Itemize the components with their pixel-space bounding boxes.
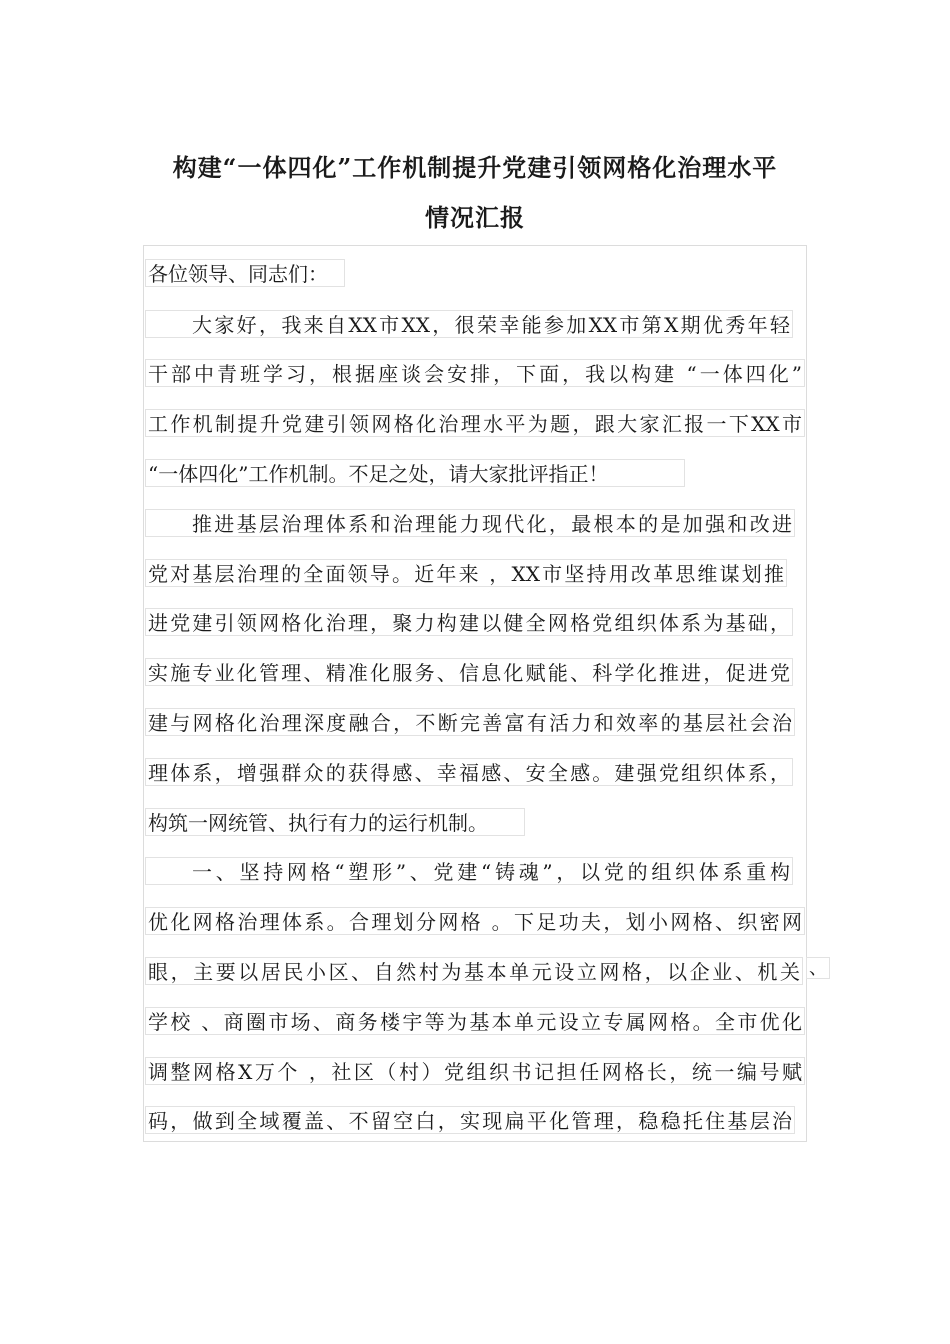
text-line: “一体四化”工作机制。不足之处，请大家批评指正！ xyxy=(145,459,685,487)
text-line: 工作机制提升党建引领网格化治理水平为题，跟大家汇报一下XX市 xyxy=(145,409,805,437)
text-line: 进党建引领网格化治理，聚力构建以健全网格党组织体系为基础， xyxy=(145,608,793,636)
text-line: 码，做到全域覆盖、不留空白，实现扁平化管理，稳稳托住基层治 xyxy=(145,1106,795,1134)
text-line: 党对基层治理的全面领导。近年来 ，XX市坚持用改革思维谋划推 xyxy=(145,559,787,587)
text-line: 大家好，我来自XX市XX，很荣幸能参加XX市第X期优秀年轻 xyxy=(145,310,793,338)
text-line: 优化网格治理体系。合理划分网格 。下足功夫，划小网格、织密网 xyxy=(145,907,805,935)
text-line: 一、坚持网格“塑形”、党建“铸魂”，以党的组织体系重构 xyxy=(145,857,793,885)
stray-punctuation: 、 xyxy=(806,957,830,979)
document-title-line-1: 构建“一体四化”工作机制提升党建引领网格化治理水平 xyxy=(172,153,778,182)
text-line: 推进基层治理体系和治理能力现代化，最根本的是加强和改进 xyxy=(145,509,795,537)
text-line: 理体系，增强群众的获得感、幸福感、安全感。建强党组织体系， xyxy=(145,758,793,786)
text-line: 实施专业化管理、精准化服务、信息化赋能、科学化推进，促进党 xyxy=(145,658,793,686)
text-line: 构筑一网统管、执行有力的运行机制。 xyxy=(145,808,525,836)
text-line: 干部中青班学习，根据座谈会安排，下面，我以构建 “一体四化” xyxy=(145,359,805,387)
document-title-line-2: 情况汇报 xyxy=(425,203,525,232)
text-line: 调整网格X万个 ，社区（村）党组织书记担任网格长，统一编号赋 xyxy=(145,1057,805,1085)
salutation: 各位领导、同志们： xyxy=(145,259,345,287)
text-line: 眼，主要以居民小区、自然村为基本单元设立网格，以企业、机关 xyxy=(145,957,803,985)
text-line: 学校 、商圈市场、商务楼宇等为基本单元设立专属网格。全市优化 xyxy=(145,1007,805,1035)
text-line: 建与网格化治理深度融合，不断完善富有活力和效率的基层社会治 xyxy=(145,708,795,736)
